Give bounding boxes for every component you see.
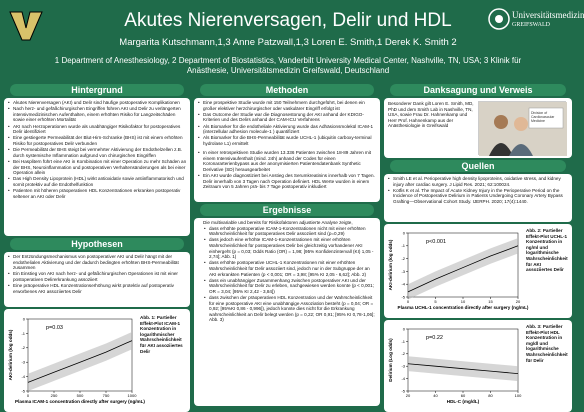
x-axis-label: HDL-C (mg/dL) [446,399,480,404]
greifswald-emblem-icon [488,6,510,32]
figure-3-caption: Abb. 3: Partieller Effekt-Plot HDL Konzentration in mg/dl und logarithmische Wahrscheinlichkeit für Delir [526,324,568,363]
list-item: • dass zwischen der präoperativen HDL Konzentration und der Wahrscheinlichkeit für eine postoperative AKI eine unabhängige Assoziation besteht (p = 0,04; OR = 0,92; [95%KI 0,86 - 0,996]), jedoch konnte dies nicht für die Erkrankung wahrscheinlichkeit an Delir belegt werden (p = 0,22; OR 0,91; [95% KI 0,78-1,06]; Abb. 3) [203,295,377,323]
y-tick-label: -5 [401,388,405,394]
list-item: • dass erhöhte postoperative ICAM-1-Konzentrationen nicht mit einer erhöhten Wahrscheinlichkeit für postoperatives Delir assoziiert sind (p=0,29) [203,226,377,237]
affiliation-line-1: 1 Department of Anesthesiology, 2 Department of Biostatistics, Vanderbilt University Medical Center, Nashville, TN, USA; 3 Klinik für [54,56,522,65]
y-tick-label: -4 [401,376,405,381]
list-item: • Smith LE et al. Perioperative high density lipoproteins, oxidative stress, and kidney injury after cardiac surgery. J Lipid Res. 2021; 62:100024. [387,176,569,187]
methoden-list-2 [197,150,377,190]
list-item: • Bei Hasplitern führt eine AKI in Kombination mit einer Operation zu mehr Schäden an der BHS, Neuroinflammation und postoperativen Verhaltensänderungen als bei einer Operation allein [7,159,187,176]
list-item: • Das High Density Lipoprotein (HDL) wirkt antioxidativ sowie antiinflammatorisch und somit protektiv auf die Endothelfunktion [7,176,187,187]
x-tick-label: 0 [26,393,30,398]
hypothesen-box [4,252,190,307]
section-header-hintergrund: Hintergrund [10,84,184,96]
list-item: • Der Entzündungsmechanismus von postoperativer AKI und Delir hängt mit der endothelialen Aktivierung und der dadurch bedingten erhöhten BHS-Permeabilität zusammen [7,254,187,271]
list-item: • Patienten mit höheren präoperativen HDL Konzentrationen erkranken postoperativ seltener an AKI oder Delir [7,188,187,199]
x-tick-label: 1000 [127,393,137,398]
ergebnisse-intro: Die multivariable und bereits für Risikofaktoren adjustierte Analyse zeigte, [203,220,353,225]
column-right [384,84,572,404]
list-item: • dass ein unabhängiger Zusammenhang zwischen postoperativer AKI und der Wahrscheinlichkeit für Delir zu erleben, nachgewiesen werden konnte (p < 0,001; OR = 3,04; [95% KI 2,42 - 3,84]) [203,278,377,295]
x-tick-label: 20 [405,393,411,398]
list-item: • Nach herz- und gefäßchirurgischen Eingriffen führen AKI und Delir zu verlängerten intensivmedizinischen Aufenthalten, einem erhöhten Risiko für Langzeitschäden sowie einer erhöhten Mortalität [7,106,187,123]
confidence-band [28,332,132,391]
team-photo-label: Division of Cardiovascular Medicine [531,111,555,123]
y-tick-label: -2 [21,345,25,351]
x-tick-label: 60 [460,393,466,398]
greifswald-logo [488,6,584,34]
x-axis-label: Plasma UCHL-1 concentration directly after surgery (ng/mL) [397,305,529,310]
poster-header [0,0,584,84]
list-item: • Eine präoperative HDL Konzentrationserhöhung wirkt protektiv auf postoperativ erworbenes AKI assoziiertes Delir [7,283,187,294]
hintergrund-box [4,98,190,236]
y-axis-label: AKI-delirium (log odds) [8,329,13,381]
danksagung-box [384,98,572,158]
y-tick-label: -1 [401,243,405,249]
section-header-danksagung: Danksagung und Verweis [390,84,566,96]
section-header-quellen: Quellen [390,160,566,172]
x-tick-label: 15 [488,299,493,304]
y-axis-label: Delirium (Log odds) [388,338,393,382]
y-tick-label: -1 [21,330,25,336]
list-item: • dass jedoch eine erhöhte ICAM-1-Konzentrationen mit einer erhöhten Wahrscheinlichkeit für postoperatives Delir bei gleichzeitig vorhandener AKI einhergeht (p = 0,03; Odds Ratio (OR) = 1,98; [95% Konfidenzintervall (KI) 1,05 - 2,74]; Abb. 1) [203,237,377,259]
list-item: • AKI nach Herzoperationen wurde als unabhängiger Risikofaktor für postoperatives Delir identifiziert [7,124,187,135]
list-item: • Ein Einstieg von AKI nach herz- und gefäßchirurgischen Operationen ist mit einer postoperativen Delirerkrankung assoziiert [7,271,187,282]
figure-2-caption: Abb. 2: Partieller Effekt-Plot UCHL-1 Konzentration in ng/ml und logarithmische Wahrscheinlichkeit für AKI assoziiertes Delir [526,228,568,273]
list-item: • Die Permeabilität der BHS steigt bei vermehrter Aktivierung der Endothelzellen z.B. durch systemische Inflammation aufgrund von chirurgischen Eingriffen [7,147,187,158]
x-tick-label: 0 [406,299,410,304]
column-middle [194,84,380,404]
figure-1-caption: Abb. 1: Partieller Effekt-Plot ICAM-1 Konzentration in logarithmischer Wahrscheinlichkeit für AKI assoziiertes Delir [140,315,183,354]
figure-2-chart [386,225,529,317]
x-tick-label: 20 [515,299,521,304]
section-header-hypothesen: Hypothesen [10,238,184,250]
y-tick-label: 0 [22,316,25,322]
y-tick-label: -3 [401,363,405,369]
ergebnisse-box [194,218,380,406]
x-tick-label: 40 [433,393,438,398]
p-value-annotation: p<0.001 [426,239,447,245]
quellen-list [387,176,569,205]
y-tick-label: 0 [402,230,405,236]
list-item: • Eine prospektive Studie wurde mit 150 Teilnehmern durchgeführt, bei denen ein großer elektiver herzchirurgischer oder vaskulärer Eingriff erfolgt ist [197,100,377,111]
figure-1-panel [4,309,190,412]
y-tick-label: -4 [401,281,405,287]
author-list: Margarita Kutschmann,1,3 Anne Patzwall,1,3 Loren E. Smith,1 Derek K. Smith 2 [119,37,457,48]
poster-title: Akutes Nierenversagen, Delir und HDL [124,10,452,31]
list-item: • Akutes Nierenversagen (AKI) und Delir sind häufige postoperative Komplikationen [7,100,187,106]
p-value-annotation: p=0.22 [426,335,443,341]
ergebnisse-list [197,226,377,323]
quellen-box [384,174,572,222]
list-item: • Als Biomarker für die BHS-Permeabilität wurde UCHL-1 (ubiquitin carboxy-terminal hydrolase L1) ermittelt [197,135,377,146]
x-tick-label: 500 [76,393,84,398]
methoden-box [194,98,380,202]
y-tick-label: -3 [21,359,25,365]
y-axis-label: AKI-delirium (log odds) [388,239,393,291]
column-left [4,84,190,404]
list-item: • Als Biomarker für die endotheliale Aktivierung wurde das Adhäsionsmolekül ICAM-1 (interzellular adhesion molecule-1 ) quantifiziert [197,124,377,135]
y-tick-label: -4 [21,374,25,379]
list-item: • In einer retrospektiven Studie wurden 13.336 Patienten zwischen 18-89 Jahren mit einem Intensivaufenthalt (mind. 24h) anhand der Codes für einen Koronararterienbypass aus der anonymisierten Patientendatenbank Synthetic Derivative (SD) herausgearbeitet [197,150,377,172]
hypothesen-list [7,254,187,294]
figure-3-chart [386,321,524,411]
y-tick-label: -2 [401,256,405,261]
x-tick-label: 750 [102,393,110,398]
x-axis-label: Plasma ICAM-1 concentration directly after surgery (ng/mL) [15,399,145,404]
list-item: • Kotfis K et al. The Impact of Acute Kidney Injury in the Perioperative Period on the Incidence of Postoperative Delirium in Patients Undergoing Coronary Artery Bypass Grafting—Observational Cohort Study. IJERPH. 2020; 17(4):1440. [387,188,569,205]
y-tick-label: -3 [401,268,405,274]
x-tick-label: 5 [434,299,437,304]
affiliation-line-2: Anästhesie, Universitätsmedizin Greifswald, Deutschland [186,66,390,75]
team-photo [478,101,566,155]
x-tick-label: 10 [460,299,466,304]
section-header-ergebnisse: Ergebnisse [200,204,374,216]
x-tick-label: 80 [488,393,493,398]
hintergrund-list [7,100,187,199]
affiliations [0,56,576,76]
list-item: • Ein AKI wurde diagnostiziert bei Anstieg des Serumkreatinins innerhalb von 7 Tagen. Delir innerhalb von 3 Tagen nach Operation definiert. HDL Werte wurden in einem Zeitraum von 5 Jahren prä- bis 7 Tage postoperativ inkludiert [197,173,377,190]
logo-right-line-1: Universitätsmedizin [512,10,584,20]
y-tick-label: -5 [401,294,405,300]
y-tick-label: -1 [401,338,405,344]
confidence-band [408,238,518,299]
figure-3-panel [384,320,572,412]
danksagung-text: Besonderer Dank gilt Loren E. Smith, MD, PhD und dem Smith Lab in Nashville, TN, USA, sowie Frau Dr. Hahnenkamp und Herr Prof. Hahnenkamp aus der Anästhesiologie in Greifswald [388,101,474,129]
y-tick-label: -5 [21,388,25,394]
figure-2-panel [384,224,572,318]
section-header-methoden: Methoden [200,84,374,96]
list-item: • dass erhöhte postoperative UCHL-1 Konzentrationen mit einer erhöhten Wahrscheinlichkeit für Delir assoziiert sind, jedoch nur in der Subgruppe der an AKI erkrankten Patienten (p < 0,001; OR = 3,98; [95% KI 2,05 - 6,62]; Abb. 2) [203,260,377,277]
methoden-list [197,100,377,147]
x-tick-label: 100 [514,393,522,398]
x-tick-label: 250 [50,393,58,398]
figure-1-chart [6,311,145,411]
y-tick-label: -2 [401,351,405,357]
y-tick-label: 0 [402,326,405,332]
list-item: • Eine gestiegerte Permeabilität der Blut-Hirn-Schranke (BHS) ist mit einem erhöhten Risiko für postoperatives Delir verbunden [7,135,187,146]
p-value-annotation: p=0.03 [46,325,63,331]
logo-right-line-2: GREIFSWALD [512,22,551,28]
list-item: • Das Outcome der Studie war die Diagnosestorung der AKI anhand der KDIGO-Kriterien und des Delirs anhand der CAM-ICU Verfahrens [197,112,377,123]
